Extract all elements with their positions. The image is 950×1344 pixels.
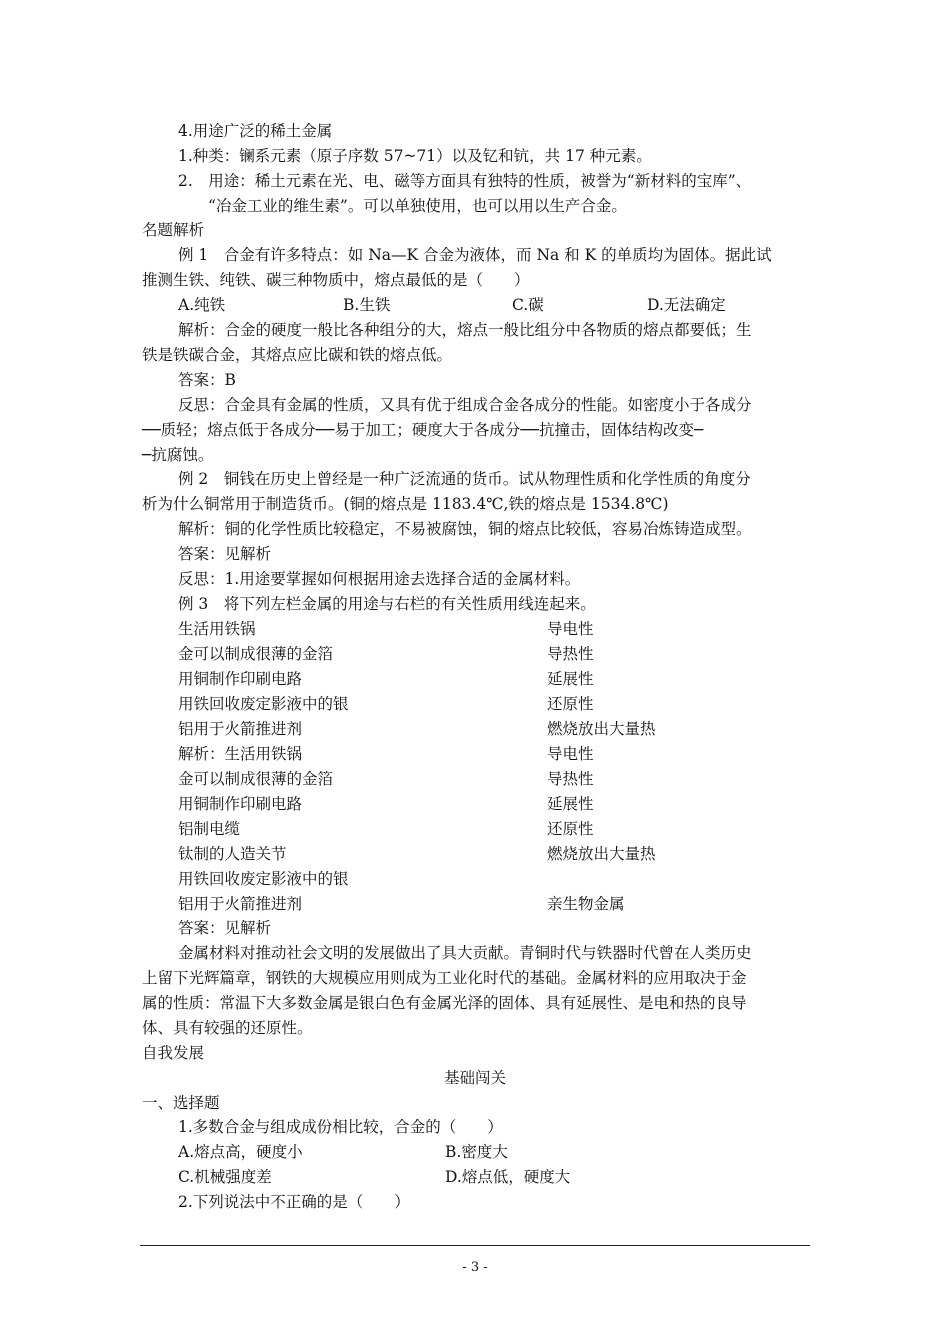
analysis-row xyxy=(178,767,848,791)
options-row xyxy=(178,1165,848,1189)
right-item: 延展性 xyxy=(547,795,594,813)
answer: 答案：见解析 xyxy=(178,919,272,937)
page-number: - 3 - xyxy=(462,1260,488,1275)
analysis-row xyxy=(178,742,848,766)
heading-ziwo: 自我发展 xyxy=(142,1044,205,1062)
left-item: 金可以制成很薄的金箔 xyxy=(178,770,334,788)
option-b: B.生铁 xyxy=(343,296,391,314)
matching-row xyxy=(178,642,848,666)
right-item: 还原性 xyxy=(547,695,594,713)
paragraph: 2. 用途：稀土元素在光、电、磁等方面具有独特的性质，被誉为“新材料的宝库”、 xyxy=(178,172,752,190)
analysis-row xyxy=(178,892,848,916)
example-question: 例 3 将下列左栏金属的用途与右栏的有关性质用线连起来。 xyxy=(178,595,596,613)
option-a: A.纯铁 xyxy=(178,296,226,314)
paragraph: 1.种类：镧系元素（原子序数 57~71）以及钇和钪，共 17 种元素。 xyxy=(178,147,652,165)
options-row xyxy=(142,293,812,317)
options-row xyxy=(178,1140,848,1164)
analysis-row xyxy=(178,792,848,816)
left-item: 铝用于火箭推进剂 xyxy=(178,895,303,913)
example-question: 推测生铁、纯铁、碳三种物质中，熔点最低的是（ ） xyxy=(142,271,530,289)
right-item: 导热性 xyxy=(547,645,594,663)
question-1: 1.多数合金与组成成份相比较，合金的（ ） xyxy=(178,1118,503,1136)
summary-paragraph: 体、具有较强的还原性。 xyxy=(142,1019,313,1037)
matching-row xyxy=(178,667,848,691)
section-title: 4.用途广泛的稀土金属 xyxy=(178,122,333,140)
matching-row xyxy=(178,692,848,716)
analysis: 解析：合金的硬度一般比各种组分的大，熔点一般比组分中各物质的熔点都要低；生 xyxy=(178,321,752,339)
right-item: 燃烧放出大量热 xyxy=(547,720,656,738)
left-item: 解析：生活用铁锅 xyxy=(178,745,303,763)
reflection: ─抗腐蚀。 xyxy=(142,446,214,464)
right-item: 还原性 xyxy=(547,820,594,838)
analysis: 解析：铜的化学性质比较稳定，不易被腐蚀，铜的熔点比较低，容易冶炼铸造成型。 xyxy=(178,520,752,538)
right-item: 延展性 xyxy=(547,670,594,688)
footer-rule xyxy=(140,1245,810,1246)
option-c: C.碳 xyxy=(512,296,544,314)
heading-mingti: 名题解析 xyxy=(142,221,205,239)
option-a: A.熔点高，硬度小 xyxy=(178,1143,303,1161)
summary-paragraph: 上留下光辉篇章，钢铁的大规模应用则成为工业化时代的基础。金属材料的应用取决于金 xyxy=(142,969,747,987)
left-item: 用铜制作印刷电路 xyxy=(178,670,303,688)
option-d: D.无法确定 xyxy=(647,296,726,314)
example-question: 例 1 合金有许多特点：如 Na—K 合金为液体，而 Na 和 K 的单质均为固体。据此试 xyxy=(178,246,772,264)
example-question: 析为什么铜常用于制造货币。(铜的熔点是 1183.4℃,铁的熔点是 1534.8℃) xyxy=(142,495,669,513)
example-question: 例 2 铜钱在历史上曾经是一种广泛流通的货币。试从物理性质和化学性质的角度分 xyxy=(178,470,751,488)
analysis-row xyxy=(178,842,848,866)
part-heading: 一、选择题 xyxy=(142,1094,220,1112)
analysis-row xyxy=(178,867,848,891)
option-d: D.熔点低，硬度大 xyxy=(445,1168,571,1186)
matching-row xyxy=(178,717,848,741)
left-item: 铝制电缆 xyxy=(178,820,241,838)
left-item: 生活用铁锅 xyxy=(178,620,256,638)
left-item: 用铜制作印刷电路 xyxy=(178,795,303,813)
matching-row xyxy=(178,617,848,641)
left-item: 钛制的人造关节 xyxy=(178,845,287,863)
answer: 答案：B xyxy=(178,371,236,389)
reflection: ──质轻；熔点低于各成分──易于加工；硬度大于各成分──抗撞击，固体结构改变─ xyxy=(142,421,704,439)
left-item: 用铁回收废定影液中的银 xyxy=(178,870,349,888)
left-item: 用铁回收废定影液中的银 xyxy=(178,695,349,713)
right-item: 导电性 xyxy=(547,620,594,638)
left-item: 金可以制成很薄的金箔 xyxy=(178,645,334,663)
heading-jichu: 基础闯关 xyxy=(443,1069,506,1087)
left-item: 铝用于火箭推进剂 xyxy=(178,720,303,738)
right-item: 亲生物金属 xyxy=(547,895,625,913)
analysis: 铁是铁碳合金，其熔点应比碳和铁的熔点低。 xyxy=(142,346,453,364)
reflection: 反思：合金具有金属的性质，又具有优于组成合金各成分的性能。如密度小于各成分 xyxy=(178,396,752,414)
summary-paragraph: 属的性质：常温下大多数金属是银白色有金属光泽的固体、具有延展性、是电和热的良导 xyxy=(142,994,747,1012)
option-c: C.机械强度差 xyxy=(178,1168,272,1186)
question-2: 2.下列说法中不正确的是（ ） xyxy=(178,1193,410,1211)
right-item: 导热性 xyxy=(547,770,594,788)
option-b: B.密度大 xyxy=(445,1143,508,1161)
summary-paragraph: 金属材料对推动社会文明的发展做出了具大贡献。青铜时代与铁器时代曾在人类历史 xyxy=(178,944,752,962)
paragraph: “冶金工业的维生素”。可以单独使用，也可以用以生产合金。 xyxy=(208,197,627,215)
right-item: 燃烧放出大量热 xyxy=(547,845,656,863)
answer: 答案：见解析 xyxy=(178,545,272,563)
right-item: 导电性 xyxy=(547,745,594,763)
analysis-row xyxy=(178,817,848,841)
reflection: 反思：1.用途要掌握如何根据用途去选择合适的金属材料。 xyxy=(178,570,581,588)
